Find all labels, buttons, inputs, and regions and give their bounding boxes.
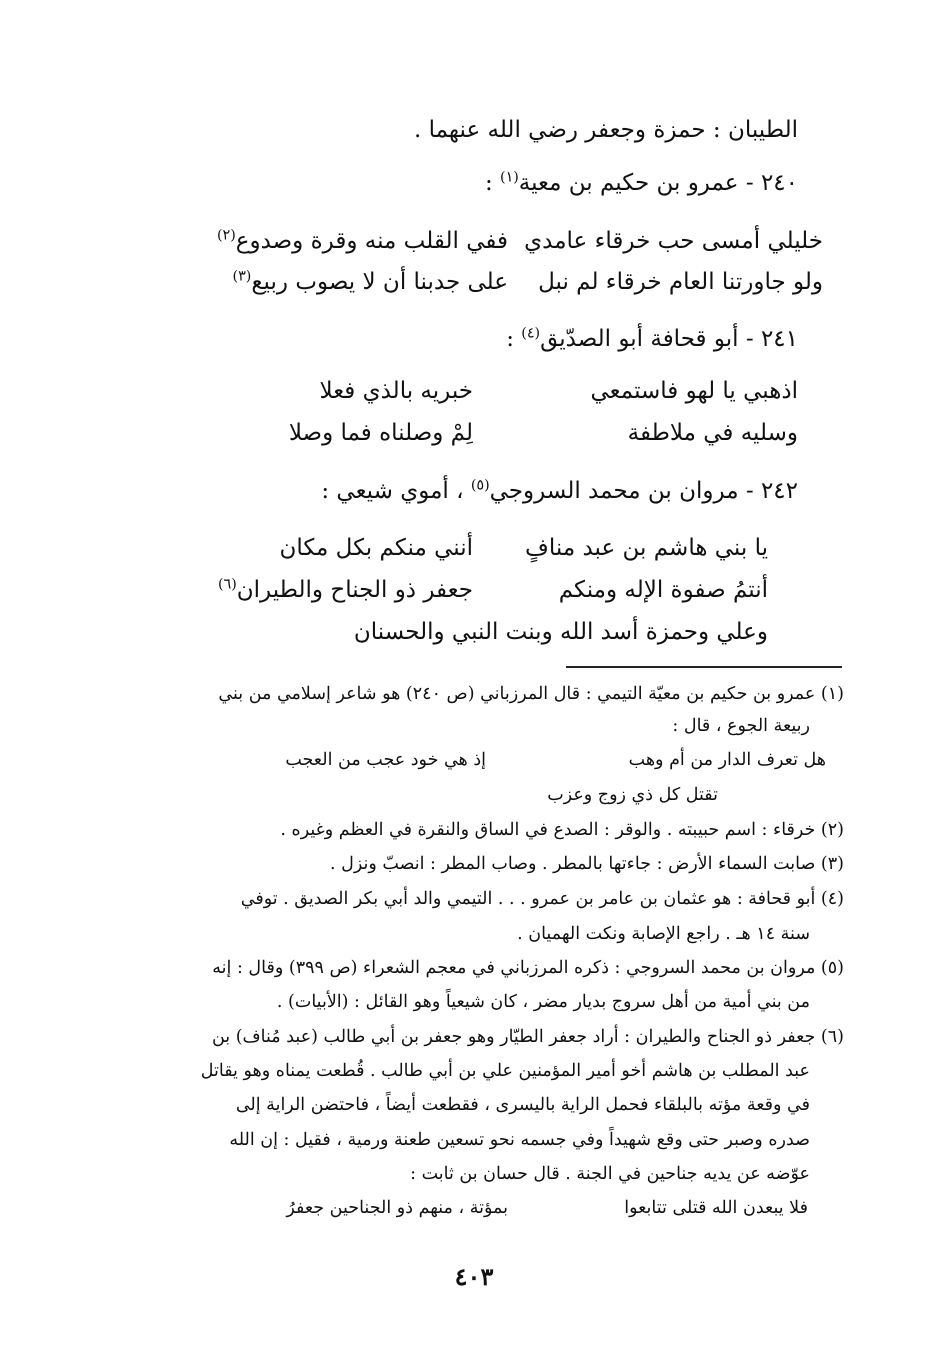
verse-full-line: وعلي وحمزة أسد الله وبنت النبي والحسنان	[353, 619, 768, 645]
verse-hemistich-right: اذهبي يا لهو فاستمعي	[590, 378, 798, 404]
footnote-mark: (٢)	[216, 227, 236, 244]
footnote-6-cont: صدره وصبر حتى وقع شهيداً وفي جسمه نحو تسعين طعنة ورمية ، فقيل : إن الله	[229, 1130, 810, 1150]
verse-hemistich-left: خبريه بالذي فعلا	[319, 378, 473, 404]
footnote-mark: (٥)	[470, 477, 490, 494]
footnote-1-verse-right: هل تعرف الدار من أم وهب	[628, 750, 826, 770]
verse-hemistich-right: أنتمُ صفوة الإله ومنكم	[558, 577, 768, 603]
entry-240-heading: ٢٤٠ - عمرو بن حكيم بن معية$^{(١)}$ :	[484, 169, 798, 196]
verse-hemistich-left: ففي القلب منه وقرة وصدوع$^{(٢)}$	[216, 227, 508, 254]
footnote-mark: (١)	[500, 169, 519, 186]
footnote-mark: (٣)	[232, 268, 252, 285]
footnote-6-cont: عبد المطلب بن هاشم أخو أمير المؤمنين علي بن أبي طالب . قُطعت يمناه وهو يقاتل	[200, 1061, 810, 1081]
footnote-2: (٢) خرقاء : اسم حبيبته . والوقر : الصدع في الساق والنقرة في العظم وغيره .	[280, 820, 844, 840]
footnote-5: (٥) مروان بن محمد السروجي : ذكره المرزباني في معجم الشعراء (ص ٣٩٩) وقال : إنه	[212, 958, 844, 978]
entry-number: ٢٤٠	[760, 170, 798, 196]
footnote-mark: (٤)	[521, 325, 541, 342]
intro-line: الطيبان : حمزة وجعفر رضي الله عنهما .	[413, 117, 798, 143]
verse-hemistich-left: على جدبنا أن لا يصوب ربيع$^{(٣)}$	[232, 268, 508, 295]
verse-hemistich-right: ولو جاورتنا العام خرقاء لم نبل	[538, 269, 823, 295]
footnote-6-verse-left: بمؤتة ، منهم ذو الجناحين جعفرُ	[286, 1198, 508, 1218]
footnote-5-cont: من بني أمية من أهل سروج بديار مضر ، كان شيعياً وهو القائل : (الأبيات) .	[276, 992, 810, 1012]
footnote-separator	[566, 666, 842, 668]
footnote-1-verse-2: تقتل كل ذي زوج وعزب	[547, 785, 718, 805]
entry-242-heading: ٢٤٢ - مروان بن محمد السروجي$^{(٥)}$ ، أموي شيعي :	[321, 477, 798, 504]
entry-number: ٢٤١	[760, 326, 798, 352]
verse-hemistich-right: وسليه في ملاطفة	[627, 420, 798, 446]
footnote-1-cont: ربيعة الجوع ، قال :	[672, 716, 810, 736]
footnote-6-cont: عوّضه عن يديه جناحين في الجنة . قال حسان بن ثابت :	[410, 1164, 810, 1184]
footnote-4: (٤) أبو قحافة : هو عثمان بن عامر بن عمرو . . . التيمي والد أبي بكر الصديق . توفي	[240, 889, 844, 909]
footnote-mark: (٦)	[217, 576, 237, 593]
footnote-6-verse-right: فلا يبعدن الله قتلى تتابعوا	[624, 1198, 808, 1218]
verse-hemistich-right: يا بني هاشم بن عبد منافٍ	[525, 535, 768, 561]
footnote-4-cont: سنة ١٤ هـ . راجع الإصابة ونكت الهميان .	[517, 924, 810, 944]
poet-name: مروان بن محمد السروجي	[489, 478, 739, 504]
entry-241-heading: ٢٤١ - أبو قحافة أبو الصدّيق$^{(٤)}$ :	[506, 325, 798, 352]
footnote-3: (٣) صابت السماء الأرض : جاءتها بالمطر . وصاب المطر : انصبّ ونزل .	[329, 854, 844, 874]
footnote-6: (٦) جعفر ذو الجناح والطيران : أراد جعفر الطيّار وهو جعفر بن أبي طالب (عبد مُناف) بن	[211, 1027, 844, 1047]
footnote-6-cont: في وقعة مؤته بالبلقاء فحمل الراية باليسرى ، فقطعت أيضاً ، فاحتضن الراية إلى	[235, 1095, 810, 1115]
verse-hemistich-right: خليلي أمسى حب خرقاء عامدي	[524, 228, 823, 254]
verse-hemistich-left: جعفر ذو الجناح والطيران$^{(٦)}$	[217, 576, 473, 603]
entry-number: ٢٤٢	[760, 478, 798, 504]
poet-name: أبو قحافة أبو الصدّيق	[540, 326, 739, 352]
poet-name: عمرو بن حكيم بن معية	[518, 170, 739, 196]
verse-hemistich-left: أنني منكم بكل مكان	[279, 535, 473, 561]
footnote-1: (١) عمرو بن حكيم بن معيّة التيمي : قال المرزباني (ص ٢٤٠) هو شاعر إسلامي من بني	[218, 684, 844, 704]
page-number: ٤٠٣	[454, 1262, 494, 1291]
footnote-1-verse-left: إذ هي خود عجب من العجب	[285, 750, 486, 770]
verse-hemistich-left: لِمْ وصلناه فما وصلا	[288, 420, 473, 446]
